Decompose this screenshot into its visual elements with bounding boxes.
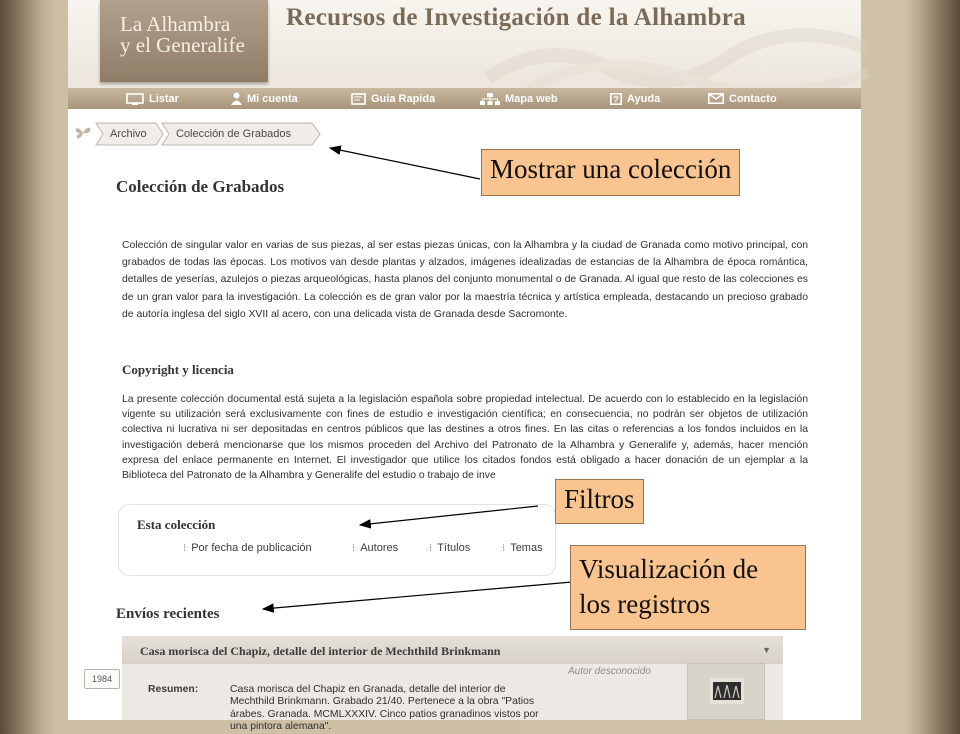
nav-label: Ayuda	[627, 92, 661, 105]
nav-item-guia-rapida[interactable]	[351, 91, 435, 106]
site-title: Recursos de Investigación de la Alhambra	[286, 4, 746, 31]
filter-label: Por fecha de publicación	[191, 542, 312, 554]
breadcrumb-label: Archivo	[110, 128, 147, 140]
record-author: Autor desconocido	[568, 666, 651, 677]
copyright-text: La presente colección documental está sujeta a la legislación española sobre propiedad intelectual. De acuerdo con lo establecido en la legislación vigente su utilización será exclusivamente con fines de estudio e investigación científica; en consecuencia, no podrán ser objetos de utilización colectiva ni lucrativa ni ser depositadas en centros públicos que las destines a otros fines. En las citas o referencias a los fondos incluidos en la investigación deberá mencionarse que los mismos proceden del Archivo del Patronato de la Alhambra y Generalife y, además, hacer mención expresa del enlace permanente en Internet. El investigador que utilice los citados fondos está obligado a hacer donación de un ejemplar a la Biblioteca del Patronato de la Alhambra y Generalife del estudio o trabajo de inve	[122, 394, 808, 482]
engraving-thumbnail-image	[688, 664, 766, 721]
logo-line-1: La Alhambra	[120, 12, 231, 36]
filter-link-autores[interactable]	[352, 542, 398, 554]
record-summary: Casa morisca del Chapiz en Granada, detalle del interior de Mechthild Brinkmann. Grabado 21/40. Pertenece a la obra "Patios árabes. Granada. MCMLXXXIV. Cinco patios granadinos vistos por una pintora alemana".	[230, 684, 539, 733]
nav-item-contacto[interactable]	[708, 91, 777, 106]
record-year-badge: 1984	[84, 669, 120, 689]
svg-text:?: ?	[613, 94, 619, 104]
nav-item-listar[interactable]	[126, 91, 179, 106]
nav-item-mapa-web[interactable]	[480, 91, 558, 106]
nav-item-ayuda[interactable]	[610, 91, 660, 106]
header-decoration	[488, 28, 868, 88]
filter-link-temas[interactable]	[502, 542, 543, 554]
record-thumbnail[interactable]	[687, 663, 765, 720]
annotation-mostrar-coleccion: Mostrar una colección	[481, 149, 740, 196]
nav-label: Mi cuenta	[247, 92, 298, 105]
filter-title: Esta colección	[137, 517, 216, 532]
recent-title: Envíos recientes	[116, 606, 220, 622]
monitor-icon	[126, 93, 144, 105]
envelope-icon	[708, 93, 724, 104]
filter-label: Títulos	[437, 542, 471, 554]
flower-ornament-icon	[72, 122, 94, 144]
bullet-icon: ⁝	[429, 543, 433, 554]
filter-link-fecha[interactable]	[183, 542, 312, 554]
bullet-icon: ⁝	[183, 543, 187, 554]
collection-title: Colección de Grabados	[116, 177, 285, 196]
record-title[interactable]: Casa morisca del Chapiz, detalle del interior de Mechthild Brinkmann	[140, 644, 501, 658]
annotation-filtros: Filtros	[555, 479, 644, 524]
breadcrumb-label: Colección de Grabados	[176, 128, 291, 140]
nav-item-mi-cuenta[interactable]	[231, 91, 298, 106]
record-summary-label: Resumen:	[148, 684, 199, 695]
annotation-visualizacion-line-1: Visualización de	[579, 554, 759, 584]
site-header	[68, 0, 861, 88]
collapse-triangle-icon[interactable]: ▼	[762, 645, 771, 655]
nav-label: Guia Rapida	[371, 92, 436, 105]
record-item[interactable]	[122, 636, 783, 733]
collection-description: Colección de singular valor en varias de sus piezas, al ser estas piezas únicas, con la Alhambra y la ciudad de Granada como motivo principal, con grabados de todas las épocas. Los motivos van desde plantas y alzados, imágenes idealizadas de estancias de la Alhambra de época romántica, detalles de yeserías, azulejos o piezas arqueológicas, hasta planos del conjunto monumental o de Granada. Al igual que resto de las colecciones es de un gran valor para la investigación. La colección es de gran valor por la maestría técnica y artística empleada, destacando un precioso grabado de autoría inglesa del siglo XVII al acero, con una delicada vista de Granada desde Sacromonte.	[122, 240, 808, 320]
logo[interactable]	[100, 0, 268, 82]
guide-icon	[351, 93, 366, 105]
sitemap-icon	[480, 93, 500, 105]
nav-label: Listar	[149, 92, 179, 105]
bullet-icon: ⁝	[502, 543, 506, 554]
nav-label: Contacto	[729, 92, 777, 105]
filter-label: Autores	[360, 542, 399, 554]
nav-label: Mapa web	[505, 92, 558, 105]
copyright-title: Copyright y licencia	[122, 362, 234, 377]
main-nav	[68, 88, 861, 109]
user-icon	[231, 92, 242, 105]
breadcrumb-archivo[interactable]	[96, 122, 164, 146]
annotation-visualizacion-line-2: los registros	[579, 589, 711, 619]
help-icon	[610, 93, 622, 105]
breadcrumb-coleccion[interactable]	[162, 122, 322, 146]
filter-box	[118, 504, 556, 576]
filter-link-titulos[interactable]	[429, 542, 470, 554]
filter-label: Temas	[510, 542, 543, 554]
annotation-visualizacion	[570, 545, 806, 630]
logo-line-2: y el Generalife	[120, 33, 245, 57]
bullet-icon: ⁝	[352, 543, 356, 554]
record-header	[122, 636, 783, 664]
